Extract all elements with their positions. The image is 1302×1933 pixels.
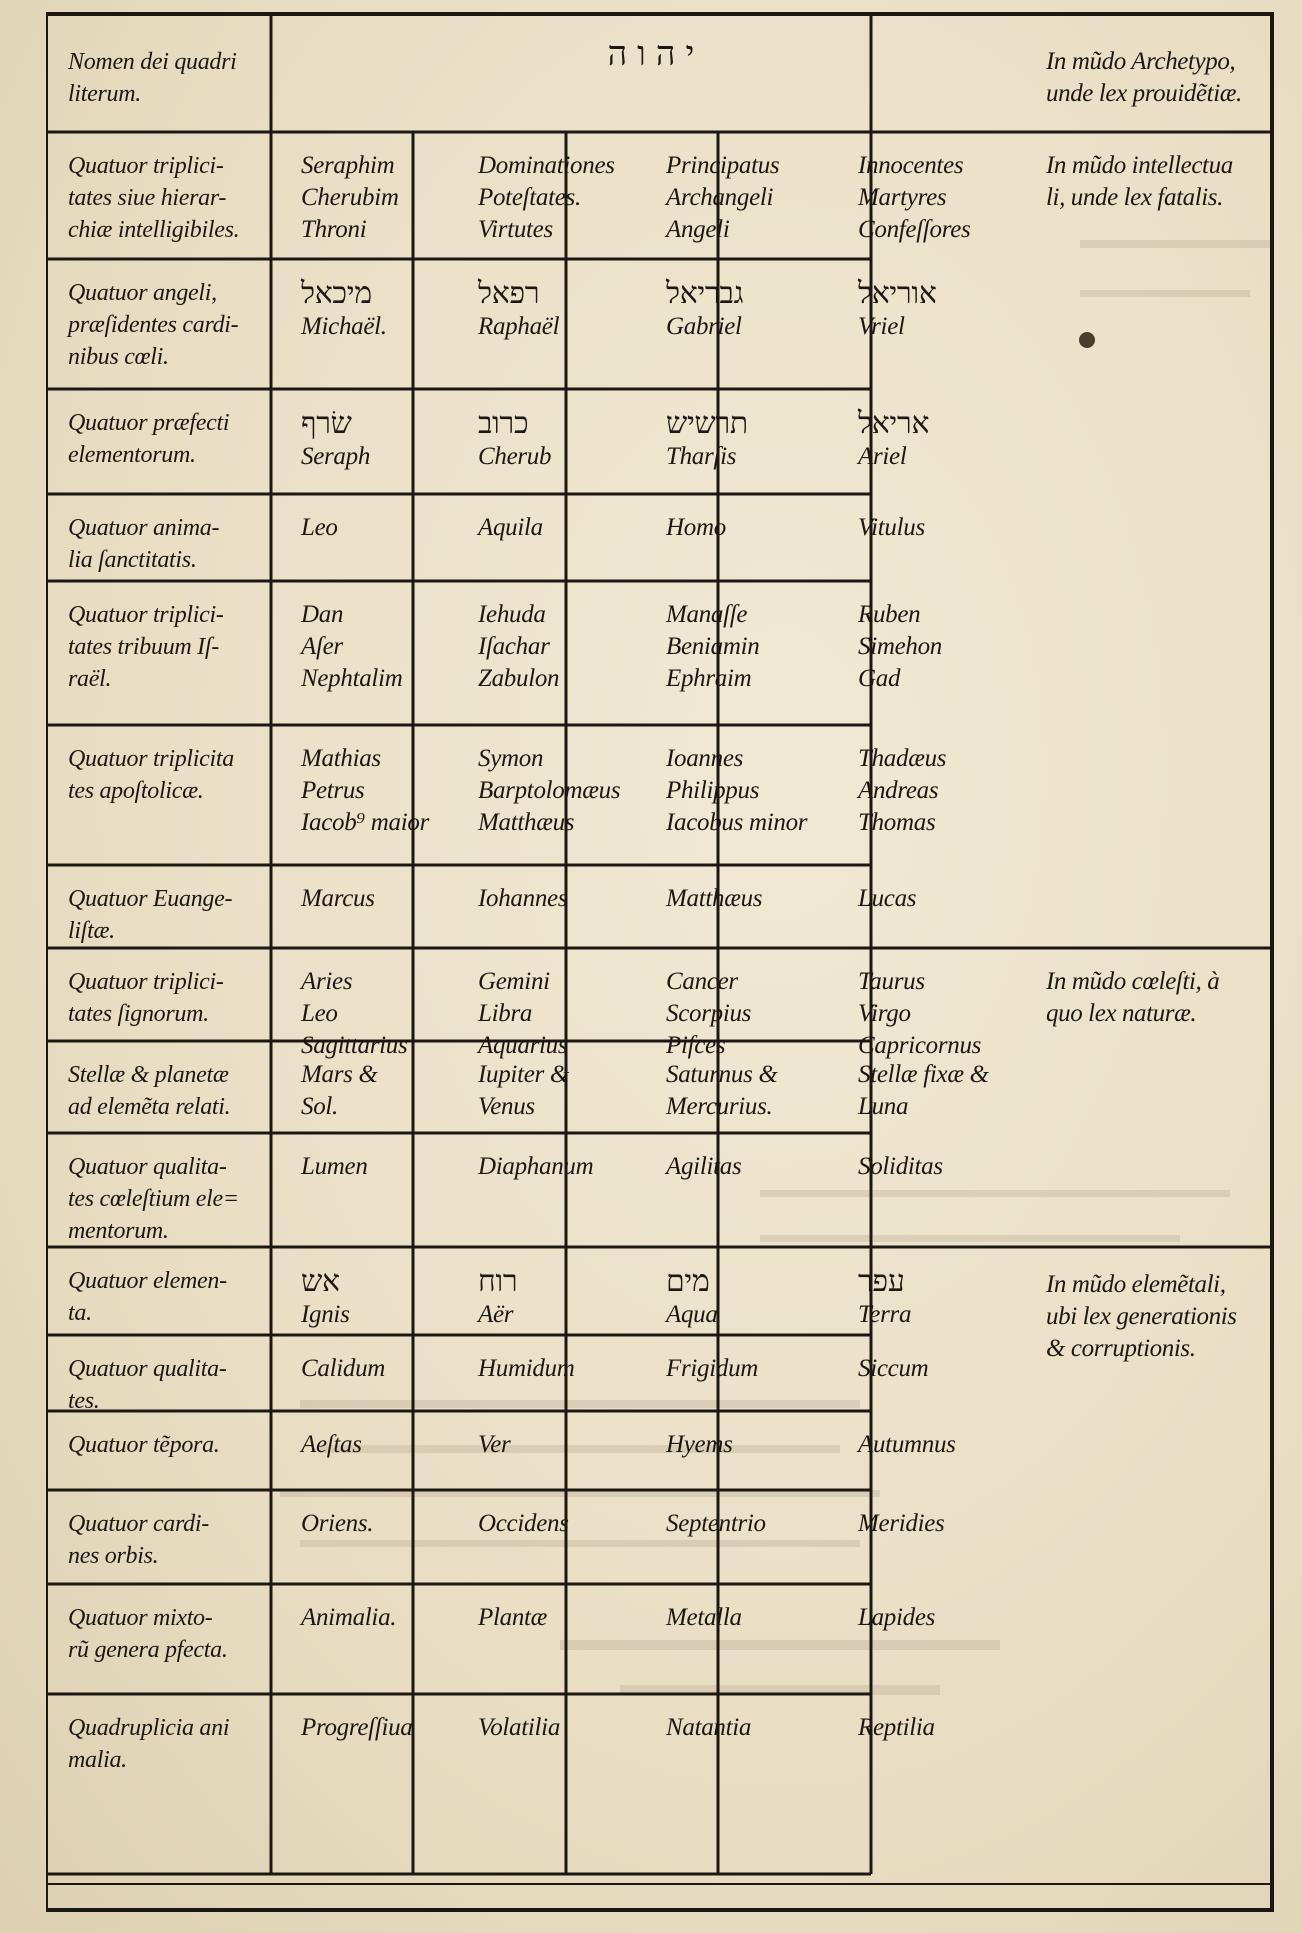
row-label-line: Quatuor præfecti <box>68 410 230 436</box>
cell-line: Leo <box>301 1000 338 1027</box>
cell-line: Andreas <box>858 777 939 804</box>
table-cell <box>301 277 471 343</box>
correspondence-table <box>46 12 1274 1912</box>
row-label-line: præſidentes cardi- <box>68 312 239 338</box>
table-row <box>46 1041 1274 1133</box>
cell-line: Lucas <box>858 885 917 912</box>
table-cell <box>301 407 471 473</box>
row-label <box>68 150 308 246</box>
row-label-line: nibus cœli. <box>68 344 169 370</box>
cell-line: Seraph <box>301 443 371 470</box>
row-label-line: lia ſanctitatis. <box>68 547 197 573</box>
cell-line: Ruben <box>858 601 921 628</box>
row-label-line: Quatuor triplici- <box>68 602 224 628</box>
hebrew-name: מיכאל <box>301 276 372 311</box>
cell-line: Symon <box>478 745 544 772</box>
row-label-line: Quatuor triplici- <box>68 153 224 179</box>
table-cell <box>666 883 851 915</box>
cell-line: Michaël. <box>301 313 387 340</box>
cell-line: Aquarius <box>478 1032 568 1059</box>
table-cell <box>858 1151 1038 1183</box>
row-label-line: Quatuor triplici- <box>68 969 224 995</box>
cell-line: Animalia. <box>301 1604 397 1631</box>
cell-line: Iſachar <box>478 633 550 660</box>
cell-line: Iohannes <box>478 885 568 912</box>
row-label <box>68 883 308 947</box>
cell-line: Ignis <box>301 1301 350 1328</box>
table-cell <box>478 1712 663 1744</box>
table-row <box>46 389 1274 494</box>
table-cell <box>478 277 663 343</box>
cell-line: Aqua <box>666 1301 718 1328</box>
right-note-line: In mũdo intellectua <box>1046 152 1233 179</box>
cell-line: Venus <box>478 1093 535 1120</box>
table-cell <box>301 1429 471 1461</box>
cell-line: Frigidum <box>666 1355 759 1382</box>
table-cell <box>666 1151 851 1183</box>
right-note-line: li, unde lex fatalis. <box>1046 184 1223 211</box>
row-label <box>68 1712 308 1776</box>
cell-line: Sagittarius <box>301 1032 408 1059</box>
cell-line: Oriens. <box>301 1510 374 1537</box>
cell-line: Calidum <box>301 1355 386 1382</box>
row-label <box>68 1059 308 1123</box>
row-label-line: Quatuor angeli, <box>68 280 217 306</box>
cell-line: Virgo <box>858 1000 911 1027</box>
cell-line: Ephraim <box>666 665 752 692</box>
table-cell <box>301 1602 471 1634</box>
cell-line: Diaphanum <box>478 1153 594 1180</box>
row-label <box>68 512 308 576</box>
cell-line: Petrus <box>301 777 365 804</box>
tetragrammaton: יהוה <box>607 34 705 74</box>
table-cell <box>301 150 471 246</box>
cell-line: Capricornus <box>858 1032 982 1059</box>
table-cell <box>301 512 471 544</box>
table-cell <box>301 1059 471 1123</box>
right-note-line: & corruptionis. <box>1046 1335 1196 1362</box>
table-cell <box>858 1429 1038 1461</box>
right-note-line: In mũdo cœleſti, à <box>1046 968 1220 995</box>
table-row <box>46 581 1274 725</box>
row-label <box>68 966 308 1030</box>
right-note-line: In mũdo Archetypo, <box>1046 48 1236 75</box>
cell-line: Archangeli <box>666 184 774 211</box>
row-label <box>68 1353 308 1417</box>
cell-line: Dan <box>301 601 344 628</box>
table-cell <box>666 277 851 343</box>
table-cell <box>666 407 851 473</box>
table-cell <box>666 1059 851 1123</box>
cell-line: Confeſſores <box>858 216 971 243</box>
cell-line: Natantia <box>666 1714 752 1741</box>
table-cell <box>666 512 851 544</box>
cell-line: Iupiter & <box>478 1061 570 1088</box>
row-label-line: tes apoſtolicæ. <box>68 778 204 804</box>
cell-line: Mars & <box>301 1061 378 1088</box>
row-label <box>68 1429 308 1461</box>
cell-line: Raphaël <box>478 313 560 340</box>
cell-line: Autumnus <box>858 1431 956 1458</box>
table-cell <box>666 1712 851 1744</box>
row-label-line: tes. <box>68 1388 100 1414</box>
hebrew-name: גבריאל <box>666 276 744 311</box>
row-label-line: Quadruplicia ani <box>68 1715 230 1741</box>
table-cell <box>301 1508 471 1540</box>
cell-line: Gemini <box>478 968 550 995</box>
cell-line: Simehon <box>858 633 942 660</box>
right-note-line: In mũdo elemẽtali, <box>1046 1271 1226 1298</box>
table-cell <box>858 1059 1038 1123</box>
cell-line: Zabulon <box>478 665 560 692</box>
row-label-line: rũ genera pfecta. <box>68 1637 228 1663</box>
cell-line: Piſces <box>666 1032 726 1059</box>
row-label-line: Stellæ & planetæ <box>68 1062 229 1088</box>
cell-line: Martyres <box>858 184 947 211</box>
archetype-world-note <box>1046 46 1271 110</box>
row-label-line: chiæ intelligibiles. <box>68 217 240 243</box>
cell-line: Cherub <box>478 443 552 470</box>
table-cell <box>301 599 471 695</box>
row-label-line: Quatuor elemen- <box>68 1268 227 1294</box>
row-label-line: tates tribuum Iſ- <box>68 634 219 660</box>
table-row <box>46 725 1274 865</box>
cell-line: Vriel <box>858 313 905 340</box>
table-row <box>46 1584 1274 1694</box>
table-row <box>46 1411 1274 1490</box>
row-label-line: tates ſignorum. <box>68 1001 209 1027</box>
table-cell <box>301 1265 471 1331</box>
cell-line: Barptolomæus <box>478 777 621 804</box>
hebrew-name: אש <box>301 1264 340 1299</box>
table-cell <box>858 1712 1038 1744</box>
right-note <box>1046 966 1271 1030</box>
row-label <box>68 1265 308 1329</box>
cell-line: Cherubim <box>301 184 399 211</box>
row-label-line: Quatuor qualita- <box>68 1154 227 1180</box>
cell-line: Poteſtates. <box>478 184 581 211</box>
hebrew-name: רפאל <box>478 276 540 311</box>
table-cell <box>301 743 471 839</box>
cell-line: Angeli <box>666 216 730 243</box>
table-cell <box>478 743 663 839</box>
table-cell <box>478 1602 663 1634</box>
right-note-line: ubi lex generationis <box>1046 1303 1237 1330</box>
cell-line: Lumen <box>301 1153 368 1180</box>
table-cell <box>478 1265 663 1331</box>
table-cell <box>666 1602 851 1634</box>
table-cell <box>858 1508 1038 1540</box>
table-cell <box>858 512 1038 544</box>
right-note <box>1046 150 1271 214</box>
cell-line: Agilitas <box>666 1153 742 1180</box>
row-label-line: malia. <box>68 1747 127 1773</box>
table-cell <box>478 883 663 915</box>
cell-line: Ioannes <box>666 745 744 772</box>
hebrew-name: תרשיש <box>666 406 748 441</box>
table-cell <box>858 743 1038 839</box>
cell-line: Metalla <box>666 1604 742 1631</box>
row-label-line: elementorum. <box>68 442 196 468</box>
row-label <box>68 1602 308 1666</box>
row-label <box>68 599 308 695</box>
table-cell <box>858 1265 1038 1331</box>
header-label-line: Nomen dei quadri <box>68 49 237 75</box>
cell-line: Luna <box>858 1093 909 1120</box>
cell-line: Leo <box>301 514 338 541</box>
cell-line: Progreſſiua <box>301 1714 413 1741</box>
cell-line: Gad <box>858 665 901 692</box>
cell-line: Volatilia <box>478 1714 561 1741</box>
table-cell <box>858 407 1038 473</box>
cell-line: Occidens <box>478 1510 569 1537</box>
cell-line: Aeſtas <box>301 1431 362 1458</box>
cell-line: Siccum <box>858 1355 929 1382</box>
cell-line: Beniamin <box>666 633 760 660</box>
row-label <box>68 277 308 373</box>
table-cell <box>478 1151 663 1183</box>
cell-line: Matthæus <box>478 809 575 836</box>
cell-line: Terra <box>858 1301 912 1328</box>
row-label-line: raël. <box>68 666 112 692</box>
cell-line: Aquila <box>478 514 543 541</box>
table-cell <box>301 883 471 915</box>
cell-line: Aries <box>301 968 353 995</box>
table-row <box>46 494 1274 581</box>
table-row <box>46 865 1274 948</box>
hebrew-name: אוריאל <box>858 276 937 311</box>
table-cell <box>478 1353 663 1385</box>
row-label-line: ta. <box>68 1300 92 1326</box>
cell-line: Lapides <box>858 1604 936 1631</box>
cell-line: Thadæus <box>858 745 947 772</box>
hebrew-name: כרוב <box>478 406 529 441</box>
cell-line: Marcus <box>301 885 375 912</box>
cell-line: Homo <box>666 514 726 541</box>
cell-line: Septentrio <box>666 1510 766 1537</box>
cell-line: Aſer <box>301 633 343 660</box>
right-note-line: unde lex prouidẽtiæ. <box>1046 80 1242 107</box>
cell-line: Dominationes <box>478 152 615 179</box>
hebrew-name: רוח <box>478 1264 518 1299</box>
row-label <box>68 407 308 471</box>
table-cell <box>301 1712 471 1744</box>
header-label <box>68 46 308 110</box>
cell-line: Scorpius <box>666 1000 752 1027</box>
row-label-line: ad elemẽta relati. <box>68 1094 231 1120</box>
cell-line: Tharſis <box>666 443 737 470</box>
table-cell <box>858 150 1038 246</box>
cell-line: Manaſſe <box>666 601 748 628</box>
cell-line: Iehuda <box>478 601 546 628</box>
row-label-line: Quatuor anima- <box>68 515 220 541</box>
table-cell <box>478 512 663 544</box>
cell-line: Reptilia <box>858 1714 935 1741</box>
table-cell <box>666 743 851 839</box>
right-note <box>1046 1269 1271 1365</box>
header-label-line: literum. <box>68 81 141 107</box>
cell-line: Aër <box>478 1301 514 1328</box>
table-cell <box>666 1508 851 1540</box>
row-label-line: tates siue hierar- <box>68 185 227 211</box>
row-label-line: liſtæ. <box>68 918 115 944</box>
cell-line: Soliditas <box>858 1153 943 1180</box>
row-label-line: Quatuor cardi- <box>68 1511 209 1537</box>
cell-line: Mathias <box>301 745 381 772</box>
row-label-line: Quatuor qualita- <box>68 1356 227 1382</box>
cell-line: Libra <box>478 1000 533 1027</box>
cell-line: Stellæ fixæ & <box>858 1061 989 1088</box>
hebrew-name: שׂרף <box>301 406 352 441</box>
table-cell <box>478 150 663 246</box>
table-row <box>46 1490 1274 1584</box>
right-note-line: quo lex naturæ. <box>1046 1000 1197 1027</box>
cell-line: Saturnus & <box>666 1061 778 1088</box>
table-cell <box>858 277 1038 343</box>
table-cell <box>858 599 1038 695</box>
table-cell <box>858 883 1038 915</box>
row-label <box>68 1508 308 1572</box>
table-cell <box>858 1353 1038 1385</box>
cell-line: Matthæus <box>666 885 763 912</box>
cell-line: Meridies <box>858 1510 945 1537</box>
row-label-line: mentorum. <box>68 1218 169 1244</box>
row-label-line: Quatuor mixto- <box>68 1605 213 1631</box>
cell-line: Innocentes <box>858 152 964 179</box>
cell-line: Virtutes <box>478 216 553 243</box>
cell-line: Hyems <box>666 1431 733 1458</box>
cell-line: Thomas <box>858 809 936 836</box>
cell-line: Iacob⁹ maior <box>301 809 429 836</box>
cell-line: Principatus <box>666 152 780 179</box>
cell-line: Cancer <box>666 968 738 995</box>
row-label-line: Quatuor Euange- <box>68 886 233 912</box>
cell-line: Sol. <box>301 1093 338 1120</box>
cell-line: Humidum <box>478 1355 575 1382</box>
table-cell <box>478 1508 663 1540</box>
table-cell <box>858 1602 1038 1634</box>
row-label-line: nes orbis. <box>68 1543 159 1569</box>
table-row <box>46 259 1274 389</box>
cell-line: Gabriel <box>666 313 742 340</box>
header-row <box>46 12 1274 132</box>
cell-line: Iacobus minor <box>666 809 808 836</box>
cell-line: Nephtalim <box>301 665 403 692</box>
table-cell <box>478 1429 663 1461</box>
cell-line: Plantæ <box>478 1604 548 1631</box>
hebrew-name: אריאל <box>858 406 930 441</box>
hebrew-name: מים <box>666 1264 710 1299</box>
row-label <box>68 743 308 807</box>
table-cell <box>478 599 663 695</box>
table-cell <box>666 1429 851 1461</box>
row-label <box>68 1151 308 1247</box>
table-row <box>46 1694 1274 1782</box>
table-cell <box>301 1353 471 1385</box>
cell-line: Vitulus <box>858 514 925 541</box>
table-cell <box>666 1353 851 1385</box>
table-cell <box>478 407 663 473</box>
table-cell <box>478 1059 663 1123</box>
row-label-line: Quatuor tẽpora. <box>68 1432 220 1458</box>
cell-line: Ariel <box>858 443 907 470</box>
table-cell <box>666 599 851 695</box>
cell-line: Seraphim <box>301 152 395 179</box>
row-label-line: tes cœleſtium ele= <box>68 1186 239 1212</box>
row-label-line: Quatuor triplicita <box>68 746 234 772</box>
table-row <box>46 1133 1274 1247</box>
cell-line: Philippus <box>666 777 760 804</box>
table-cell <box>666 1265 851 1331</box>
table-cell <box>301 1151 471 1183</box>
hebrew-name: עפר <box>858 1264 905 1299</box>
table-cell <box>666 150 851 246</box>
cell-line: Throni <box>301 216 367 243</box>
cell-line: Ver <box>478 1431 511 1458</box>
cell-line: Mercurius. <box>666 1093 773 1120</box>
cell-line: Taurus <box>858 968 925 995</box>
